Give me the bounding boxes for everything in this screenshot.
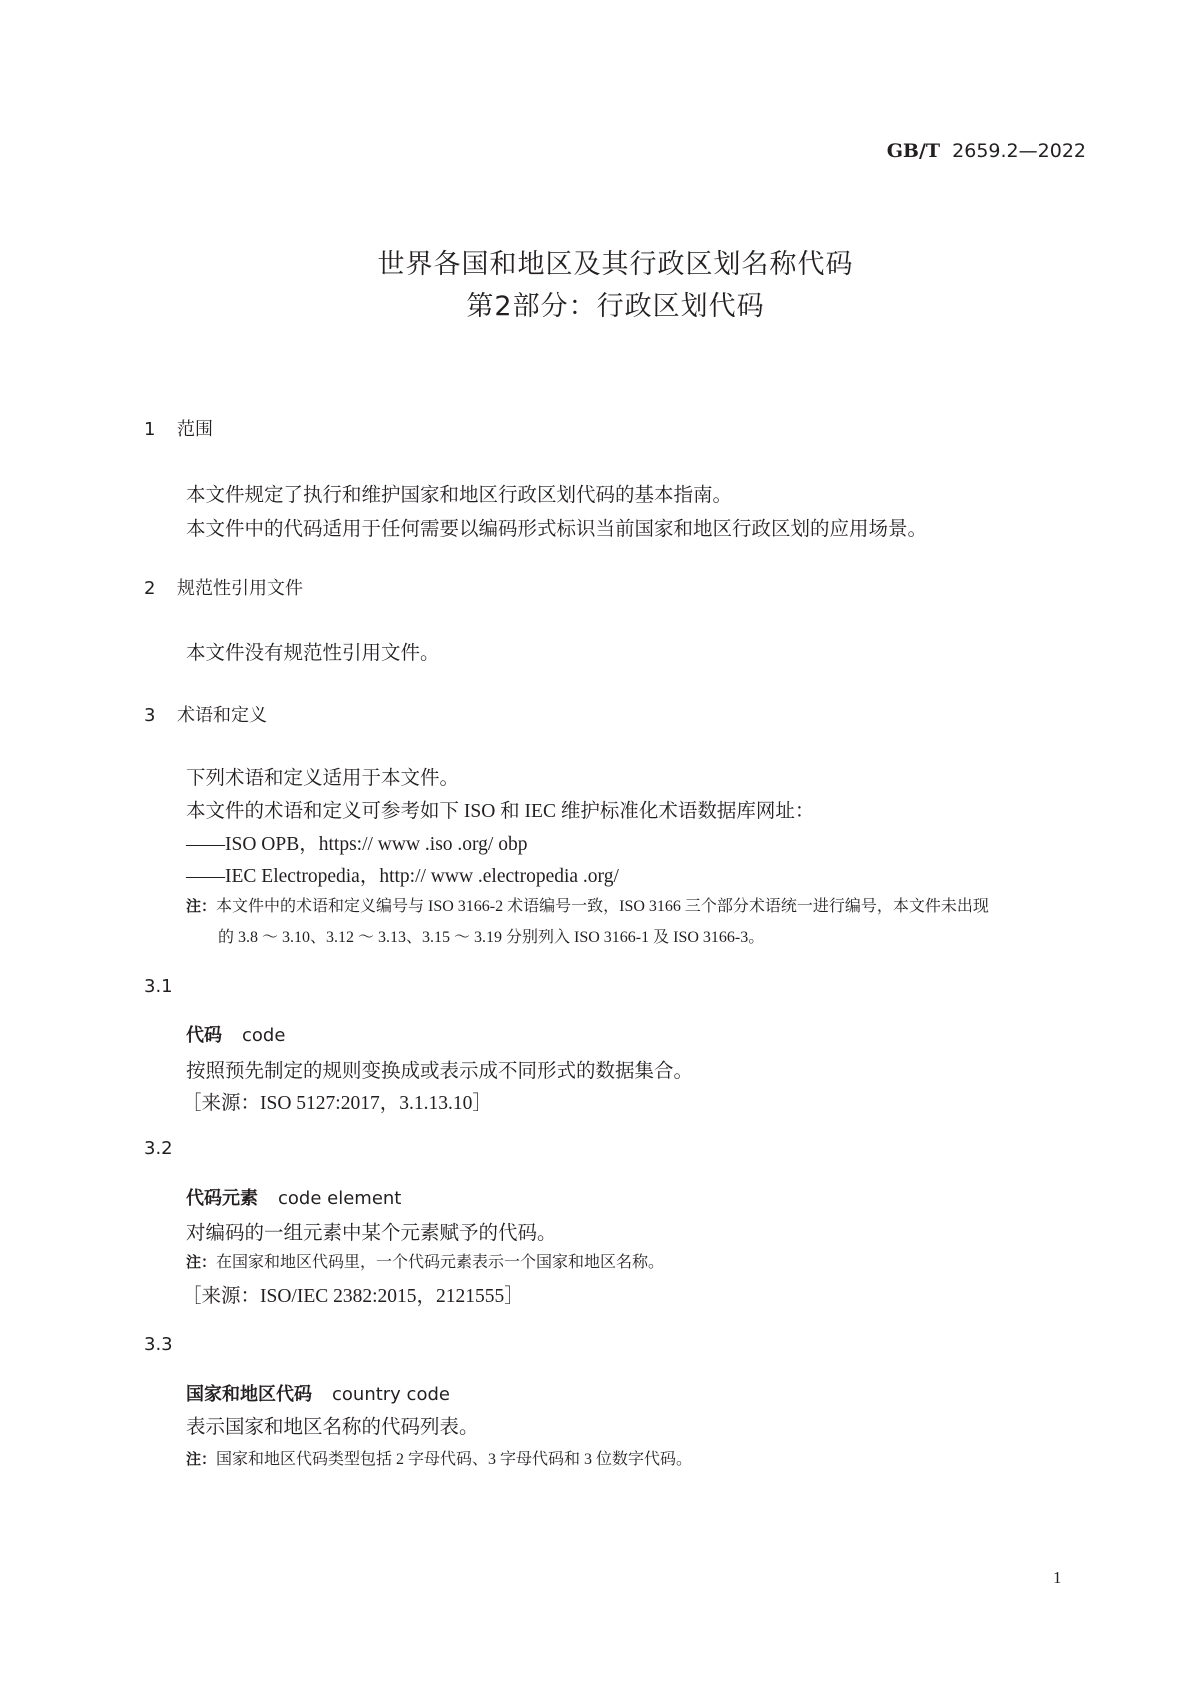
note-continuation: 的 3.8 ～ 3.10、3.12 ～ 3.13、3.15 ～ 3.19 分别列入 ISO 3166-1 及 ISO 3166-3。 [218, 929, 765, 946]
term-number: 3.1 [144, 976, 173, 997]
term-definition: 按照预先制定的规则变换成或表示成不同形式的数据集合。 [186, 1061, 694, 1082]
document-title-line1: 世界各国和地区及其行政区划名称代码 [377, 249, 854, 280]
term-source: ［来源：ISO/IEC 2382:2015，2121555］ [182, 1286, 524, 1307]
term-title: 国家和地区代码 country code [186, 1384, 450, 1405]
page-number: 1 [1053, 1568, 1062, 1587]
list-item: ——IEC Electropedia，http:// www .electropedia .org/ [186, 866, 619, 887]
list-item: ——ISO OPB，https:// www .iso .org/ obp [186, 834, 528, 855]
document-title-line2: 第2部分：行政区划代码 [466, 291, 765, 322]
section-3-heading: 3 术语和定义 [144, 705, 267, 726]
term-definition: 表示国家和地区名称的代码列表。 [186, 1417, 479, 1438]
term-number: 3.3 [144, 1334, 173, 1355]
standard-prefix: GB/T [886, 140, 941, 162]
paragraph: 本文件的术语和定义可参考如下 ISO 和 IEC 维护标准化术语数据库网址： [186, 801, 815, 822]
term-definition: 对编码的一组元素中某个元素赋予的代码。 [186, 1223, 557, 1244]
standard-number [887, 142, 1086, 161]
paragraph: 本文件规定了执行和维护国家和地区行政区划代码的基本指南。 [186, 485, 733, 506]
term-number: 3.2 [144, 1138, 173, 1159]
term-source: ［来源：ISO 5127:2017，3.1.13.10］ [182, 1093, 492, 1114]
section-1-heading: 1 范围 [144, 419, 213, 440]
section-2-heading: 2 规范性引用文件 [144, 578, 303, 599]
paragraph: 本文件没有规范性引用文件。 [186, 643, 440, 664]
note: 注：国家和地区代码类型包括 2 字母代码、3 字母代码和 3 位数字代码。 [186, 1450, 693, 1468]
note: 注：在国家和地区代码里，一个代码元素表示一个国家和地区名称。 [186, 1253, 665, 1271]
term-title: 代码 code [186, 1025, 286, 1046]
note: 注：本文件中的术语和定义编号与 ISO 3166-2 术语编号一致，ISO 3166 三个部分术语统一进行编号，本文件未出现 [186, 897, 989, 915]
paragraph: 下列术语和定义适用于本文件。 [186, 768, 460, 789]
term-title: 代码元素 code element [186, 1188, 402, 1209]
standard-code: 2659.2—2022 [952, 140, 1086, 162]
paragraph: 本文件中的代码适用于任何需要以编码形式标识当前国家和地区行政区划的应用场景。 [186, 519, 928, 540]
